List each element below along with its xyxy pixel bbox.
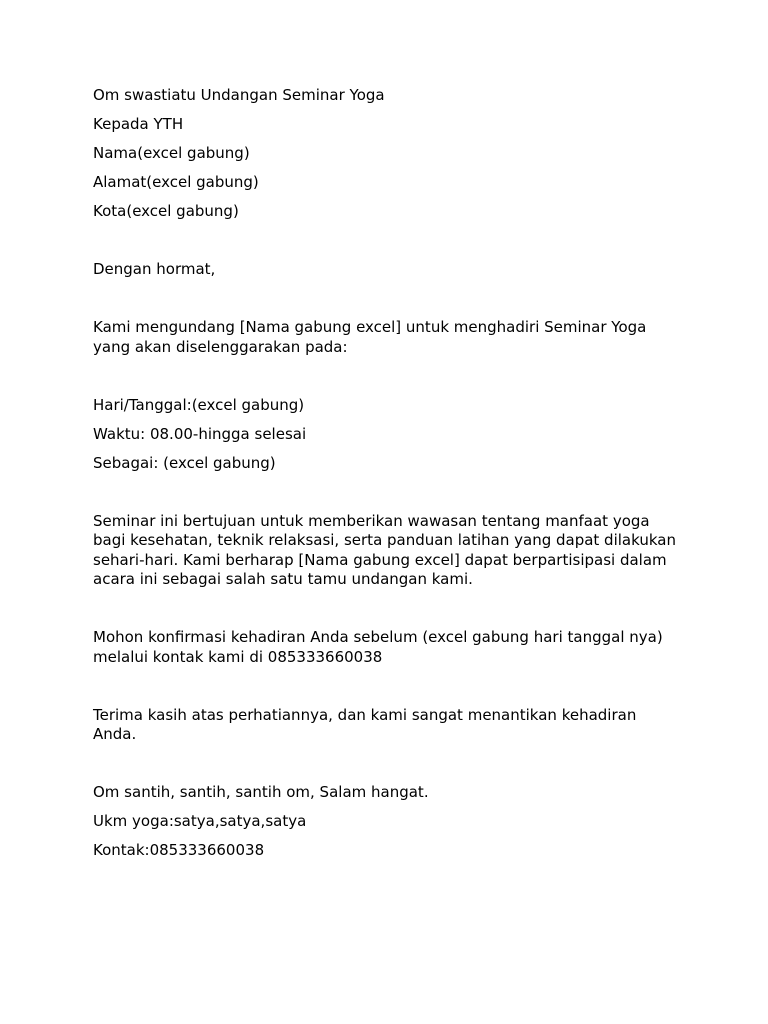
spacer: [93, 599, 683, 628]
confirmation-paragraph: Mohon konfirmasi kehadiran Anda sebelum (excel gabung hari tanggal nya) melalui kontak kami di 085333660038: [93, 628, 663, 666]
recipient-city-field: Kota(excel gabung): [93, 202, 239, 220]
recipient-header: Kepada YTH: [93, 115, 184, 133]
event-date-field: Hari/Tanggal:(excel gabung): [93, 395, 305, 414]
spacer: [93, 367, 683, 396]
invitation-paragraph: Kami mengundang [Nama gabung excel] untuk menghadiri Seminar Yoga yang akan diselenggarakan pada:: [93, 318, 647, 356]
purpose-paragraph: Seminar ini bertujuan untuk memberikan wawasan tentang manfaat yoga bagi kesehatan, teknik relaksasi, serta panduan latihan yang dapat dilakukan sehari-hari. Kami berharap [Nama gabung excel] dapat berpartisipasi dalam acara ini sebagai salah satu tamu undangan kami.: [93, 511, 676, 588]
spacer: [93, 677, 683, 706]
spacer: [93, 483, 683, 512]
letter-body: [93, 86, 683, 870]
letter-title: Om swastiatu Undangan Seminar Yoga: [93, 86, 385, 104]
spacer: [93, 289, 683, 318]
closing-greeting: Om santih, santih, santih om, Salam hangat.: [93, 783, 429, 801]
event-role-field: Sebagai: (excel gabung): [93, 453, 276, 472]
event-time-field: Waktu: 08.00-hingga selesai: [93, 424, 307, 443]
thanks-paragraph: Terima kasih atas perhatiannya, dan kami sangat menantikan kehadiran Anda.: [93, 705, 637, 743]
organizer-signature: Ukm yoga:satya,satya,satya: [93, 812, 307, 830]
recipient-name-field: Nama(excel gabung): [93, 144, 250, 162]
recipient-address-field: Alamat(excel gabung): [93, 173, 259, 191]
salutation: Dengan hormat,: [93, 260, 216, 278]
contact-line: Kontak:085333660038: [93, 841, 265, 859]
spacer: [93, 754, 683, 783]
spacer: [93, 231, 683, 260]
